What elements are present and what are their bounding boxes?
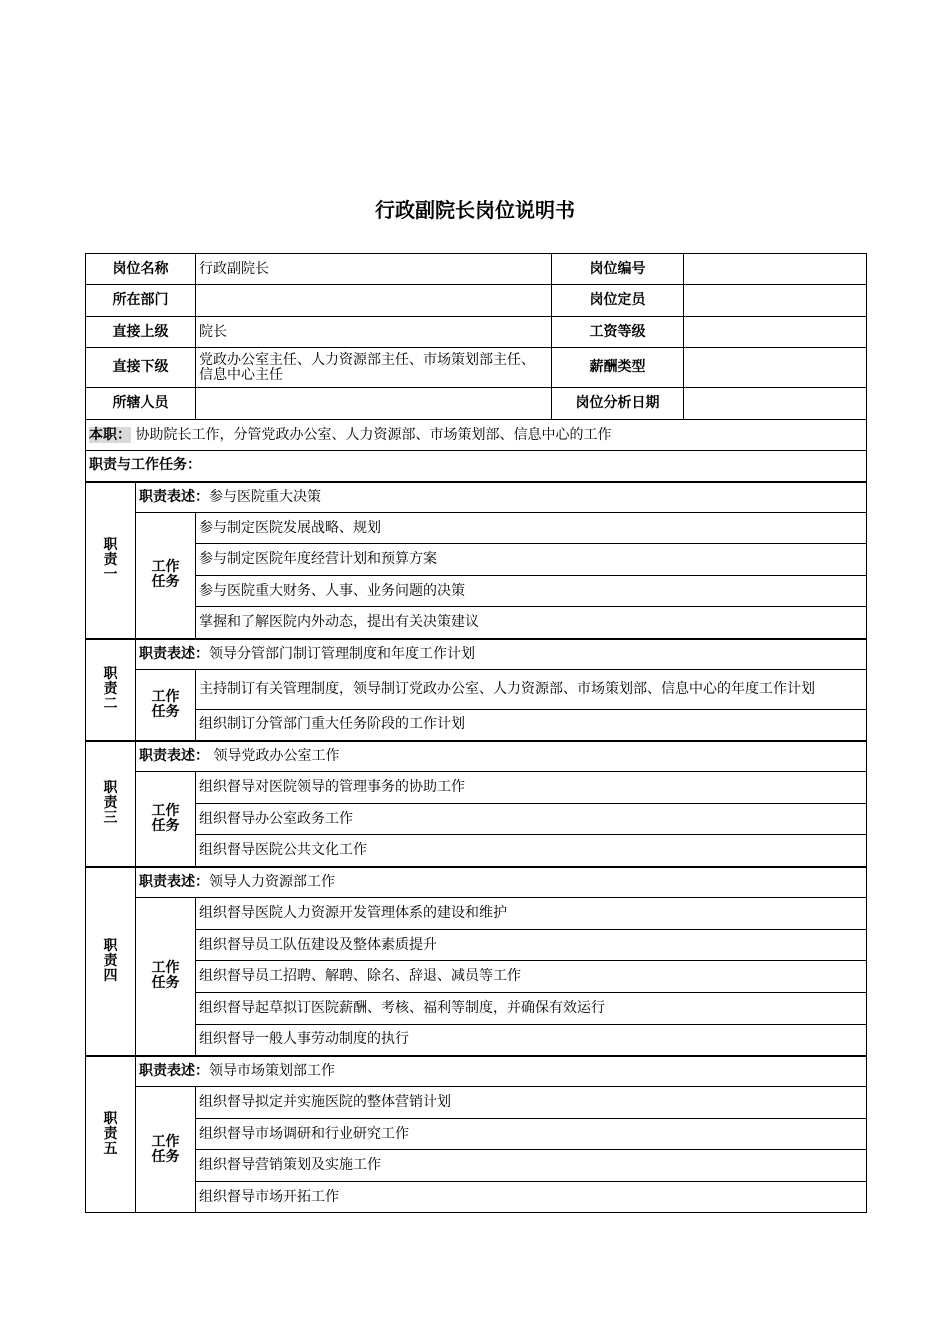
task-row bbox=[86, 710, 867, 741]
task-item: 组织督导市场调研和行业研究工作 bbox=[196, 1119, 867, 1150]
task-item: 参与医院重大财务、人事、业务问题的决策 bbox=[196, 576, 867, 607]
superior-value: 院长 bbox=[196, 317, 552, 348]
task-item: 组织制订分管部门重大任务阶段的工作计划 bbox=[196, 710, 867, 741]
salary-grade-value bbox=[684, 317, 867, 348]
task-item: 组织督导员工招聘、解聘、除名、辞退、减员等工作 bbox=[196, 961, 867, 993]
task-row bbox=[86, 670, 867, 710]
subordinates-value: 党政办公室主任、人力资源部主任、市场策划部主任、信息中心主任 bbox=[196, 348, 552, 388]
duty-label-char: 责 bbox=[103, 681, 118, 697]
main-duty-text: 协助院长工作，分管党政办公室、人力资源部、市场策划部、信息中心的工作 bbox=[135, 426, 612, 443]
duty-statement-cell bbox=[136, 867, 867, 898]
tasks-label-line: 工作 bbox=[151, 688, 180, 705]
row-staff bbox=[86, 388, 867, 420]
task-row bbox=[86, 993, 867, 1025]
duty-label bbox=[86, 867, 136, 1056]
task-item: 组织督导医院公共文化工作 bbox=[196, 835, 867, 867]
position-name-value: 行政副院长 bbox=[196, 254, 552, 285]
duty-label-char: 职 bbox=[103, 536, 118, 553]
statement-text: 领导人力资源部工作 bbox=[209, 873, 335, 890]
task-row bbox=[86, 961, 867, 993]
row-superior bbox=[86, 317, 867, 348]
task-item: 组织督导市场开拓工作 bbox=[196, 1182, 867, 1213]
tasks-label-line: 任务 bbox=[151, 703, 180, 720]
tasks-label bbox=[136, 772, 196, 867]
task-row bbox=[86, 1119, 867, 1150]
analysis-date-value bbox=[684, 388, 867, 420]
task-row bbox=[86, 930, 867, 961]
task-item: 组织督导拟定并实施医院的整体营销计划 bbox=[196, 1087, 867, 1119]
task-row bbox=[86, 1087, 867, 1119]
statement-label: 职责表述： bbox=[139, 747, 209, 764]
tasks-label-line: 工作 bbox=[151, 1133, 180, 1150]
statement-text: 领导市场策划部工作 bbox=[209, 1062, 335, 1079]
duty-statement-cell bbox=[136, 482, 867, 513]
duty-label-char: 一 bbox=[103, 566, 118, 583]
statement-label: 职责表述： bbox=[139, 645, 209, 662]
task-item: 组织督导一般人事劳动制度的执行 bbox=[196, 1025, 867, 1056]
duty-label-char: 责 bbox=[103, 952, 118, 969]
duty-label-char: 责 bbox=[103, 795, 118, 811]
main-duty-cell bbox=[86, 420, 867, 451]
task-item: 组织督导对医院领导的管理事务的协助工作 bbox=[196, 772, 867, 804]
document-title: 行政副院长岗位说明书 bbox=[375, 198, 575, 222]
staff-value bbox=[196, 388, 552, 420]
duty-label-char: 五 bbox=[103, 1140, 118, 1157]
task-row bbox=[86, 544, 867, 576]
tasks-label-line: 工作 bbox=[151, 960, 180, 977]
pay-type-label: 薪酬类型 bbox=[552, 348, 684, 388]
row-duties-header bbox=[86, 451, 867, 482]
duty-statement-row bbox=[86, 1056, 867, 1087]
headcount-label: 岗位定员 bbox=[552, 285, 684, 317]
task-row bbox=[86, 513, 867, 544]
task-row bbox=[86, 835, 867, 867]
tasks-label-line: 任务 bbox=[151, 574, 180, 591]
statement-text: 参与医院重大决策 bbox=[209, 488, 321, 505]
tasks-label-line: 任务 bbox=[151, 1148, 180, 1165]
task-item: 参与制定医院发展战略、规划 bbox=[196, 513, 867, 544]
duty-label bbox=[86, 482, 136, 639]
duties-header: 职责与工作任务： bbox=[86, 451, 867, 482]
task-row bbox=[86, 607, 867, 639]
task-row bbox=[86, 576, 867, 607]
duty-statement-cell bbox=[136, 1056, 867, 1087]
task-item: 掌握和了解医院内外动态，提出有关决策建议 bbox=[196, 607, 867, 639]
analysis-date-label: 岗位分析日期 bbox=[552, 388, 684, 420]
duty-statement-cell bbox=[136, 639, 867, 670]
staff-label: 所辖人员 bbox=[86, 388, 196, 420]
subordinates-label: 直接下级 bbox=[86, 348, 196, 388]
duty-statement-row bbox=[86, 482, 867, 513]
duty-statement-row bbox=[86, 639, 867, 670]
duty-statement-row bbox=[86, 867, 867, 898]
row-subordinates bbox=[86, 348, 867, 388]
row-position-name bbox=[86, 254, 867, 285]
job-description-table bbox=[85, 253, 867, 1213]
salary-grade-label: 工资等级 bbox=[552, 317, 684, 348]
row-main-duty bbox=[86, 420, 867, 451]
position-no-label: 岗位编号 bbox=[552, 254, 684, 285]
tasks-label-line: 任务 bbox=[151, 817, 180, 834]
duty-label-char: 二 bbox=[103, 696, 118, 712]
task-row bbox=[86, 1182, 867, 1213]
pay-type-value bbox=[684, 348, 867, 388]
duty-label bbox=[86, 1056, 136, 1213]
duty-label-char: 四 bbox=[103, 967, 118, 984]
position-no-value bbox=[684, 254, 867, 285]
duty-label-char: 责 bbox=[103, 1125, 118, 1142]
superior-label: 直接上级 bbox=[86, 317, 196, 348]
tasks-label-line: 工作 bbox=[151, 559, 180, 576]
task-item: 组织督导起草拟订医院薪酬、考核、福利等制度，并确保有效运行 bbox=[196, 993, 867, 1025]
tasks-label bbox=[136, 513, 196, 639]
tasks-label bbox=[136, 898, 196, 1056]
statement-label: 职责表述： bbox=[139, 1062, 209, 1079]
statement-label: 职责表述： bbox=[139, 873, 209, 890]
row-department bbox=[86, 285, 867, 317]
duty-statement-cell bbox=[136, 741, 867, 772]
task-row bbox=[86, 804, 867, 835]
task-item: 主持制订有关管理制度，领导制订党政办公室、人力资源部、市场策划部、信息中心的年度工作计划 bbox=[196, 670, 867, 710]
task-item: 参与制定医院年度经营计划和预算方案 bbox=[196, 544, 867, 576]
task-row bbox=[86, 898, 867, 930]
tasks-label-line: 任务 bbox=[151, 975, 180, 992]
task-item: 组织督导员工队伍建设及整体素质提升 bbox=[196, 930, 867, 961]
main-duty-label: 本职： bbox=[89, 426, 131, 443]
statement-text: 领导分管部门制订管理制度和年度工作计划 bbox=[209, 645, 475, 662]
task-item: 组织督导营销策划及实施工作 bbox=[196, 1150, 867, 1182]
statement-label: 职责表述： bbox=[139, 488, 209, 505]
duty-label bbox=[86, 741, 136, 867]
department-value bbox=[196, 285, 552, 317]
task-row bbox=[86, 772, 867, 804]
task-item: 组织督导医院人力资源开发管理体系的建设和维护 bbox=[196, 898, 867, 930]
task-row bbox=[86, 1025, 867, 1056]
duty-label-char: 责 bbox=[103, 551, 118, 568]
duty-label-char: 职 bbox=[103, 937, 118, 954]
statement-text: 领导党政办公室工作 bbox=[209, 747, 340, 764]
duty-label-char: 职 bbox=[103, 780, 118, 796]
duty-label-char: 三 bbox=[103, 810, 118, 826]
tasks-label bbox=[136, 670, 196, 741]
headcount-value bbox=[684, 285, 867, 317]
position-name-label: 岗位名称 bbox=[86, 254, 196, 285]
task-row bbox=[86, 1150, 867, 1182]
task-item: 组织督导办公室政务工作 bbox=[196, 804, 867, 835]
department-label: 所在部门 bbox=[86, 285, 196, 317]
tasks-label bbox=[136, 1087, 196, 1213]
duty-label-char: 职 bbox=[103, 1110, 118, 1127]
duty-label bbox=[86, 639, 136, 741]
duty-label-char: 职 bbox=[103, 666, 118, 682]
duties-body bbox=[86, 482, 867, 1213]
tasks-label-line: 工作 bbox=[151, 802, 180, 819]
duty-statement-row bbox=[86, 741, 867, 772]
